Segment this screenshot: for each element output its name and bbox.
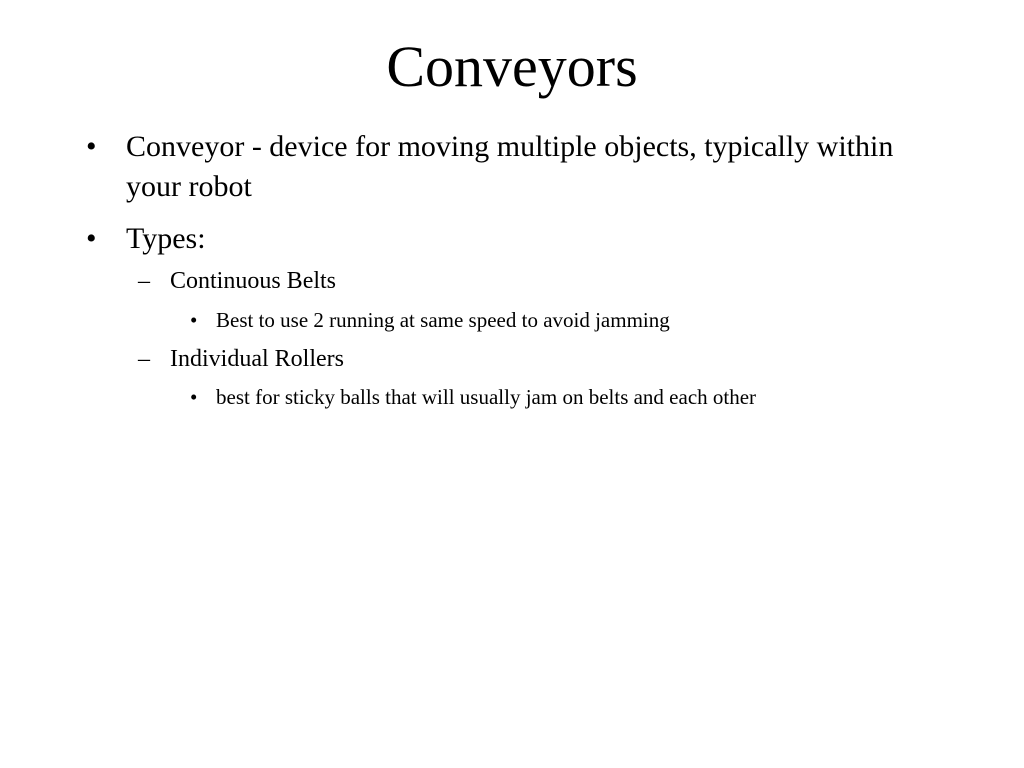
sub-sub-bullet-text: Best to use 2 running at same speed to avoid jamming [216,308,670,332]
bullet-text: Types: [126,222,206,255]
bullet-text: Conveyor - device for moving multiple objects, typically within your robot [126,130,894,203]
bullet-types [86,219,926,259]
sub-sub-bullet-text: best for sticky balls that will usually jam on belts and each other [216,385,757,409]
sub-bullet-continuous-belts [138,266,336,296]
bullet-marker: • [190,385,198,409]
bullet-marker: • [86,222,97,255]
sub-bullet-text: Continuous Belts [170,268,337,294]
sub-sub-bullet-rollers-detail [190,383,756,411]
bullet-marker: • [86,130,97,163]
sub-sub-bullet-belts-detail [190,306,670,334]
sub-bullet-text: Individual Rollers [170,346,344,372]
dash-marker: – [138,268,150,294]
sub-bullet-individual-rollers [138,344,344,374]
bullet-conveyor-definition [86,127,926,207]
dash-marker: – [138,346,150,372]
slide-title: Conveyors [386,34,638,99]
bullet-marker: • [190,308,198,332]
